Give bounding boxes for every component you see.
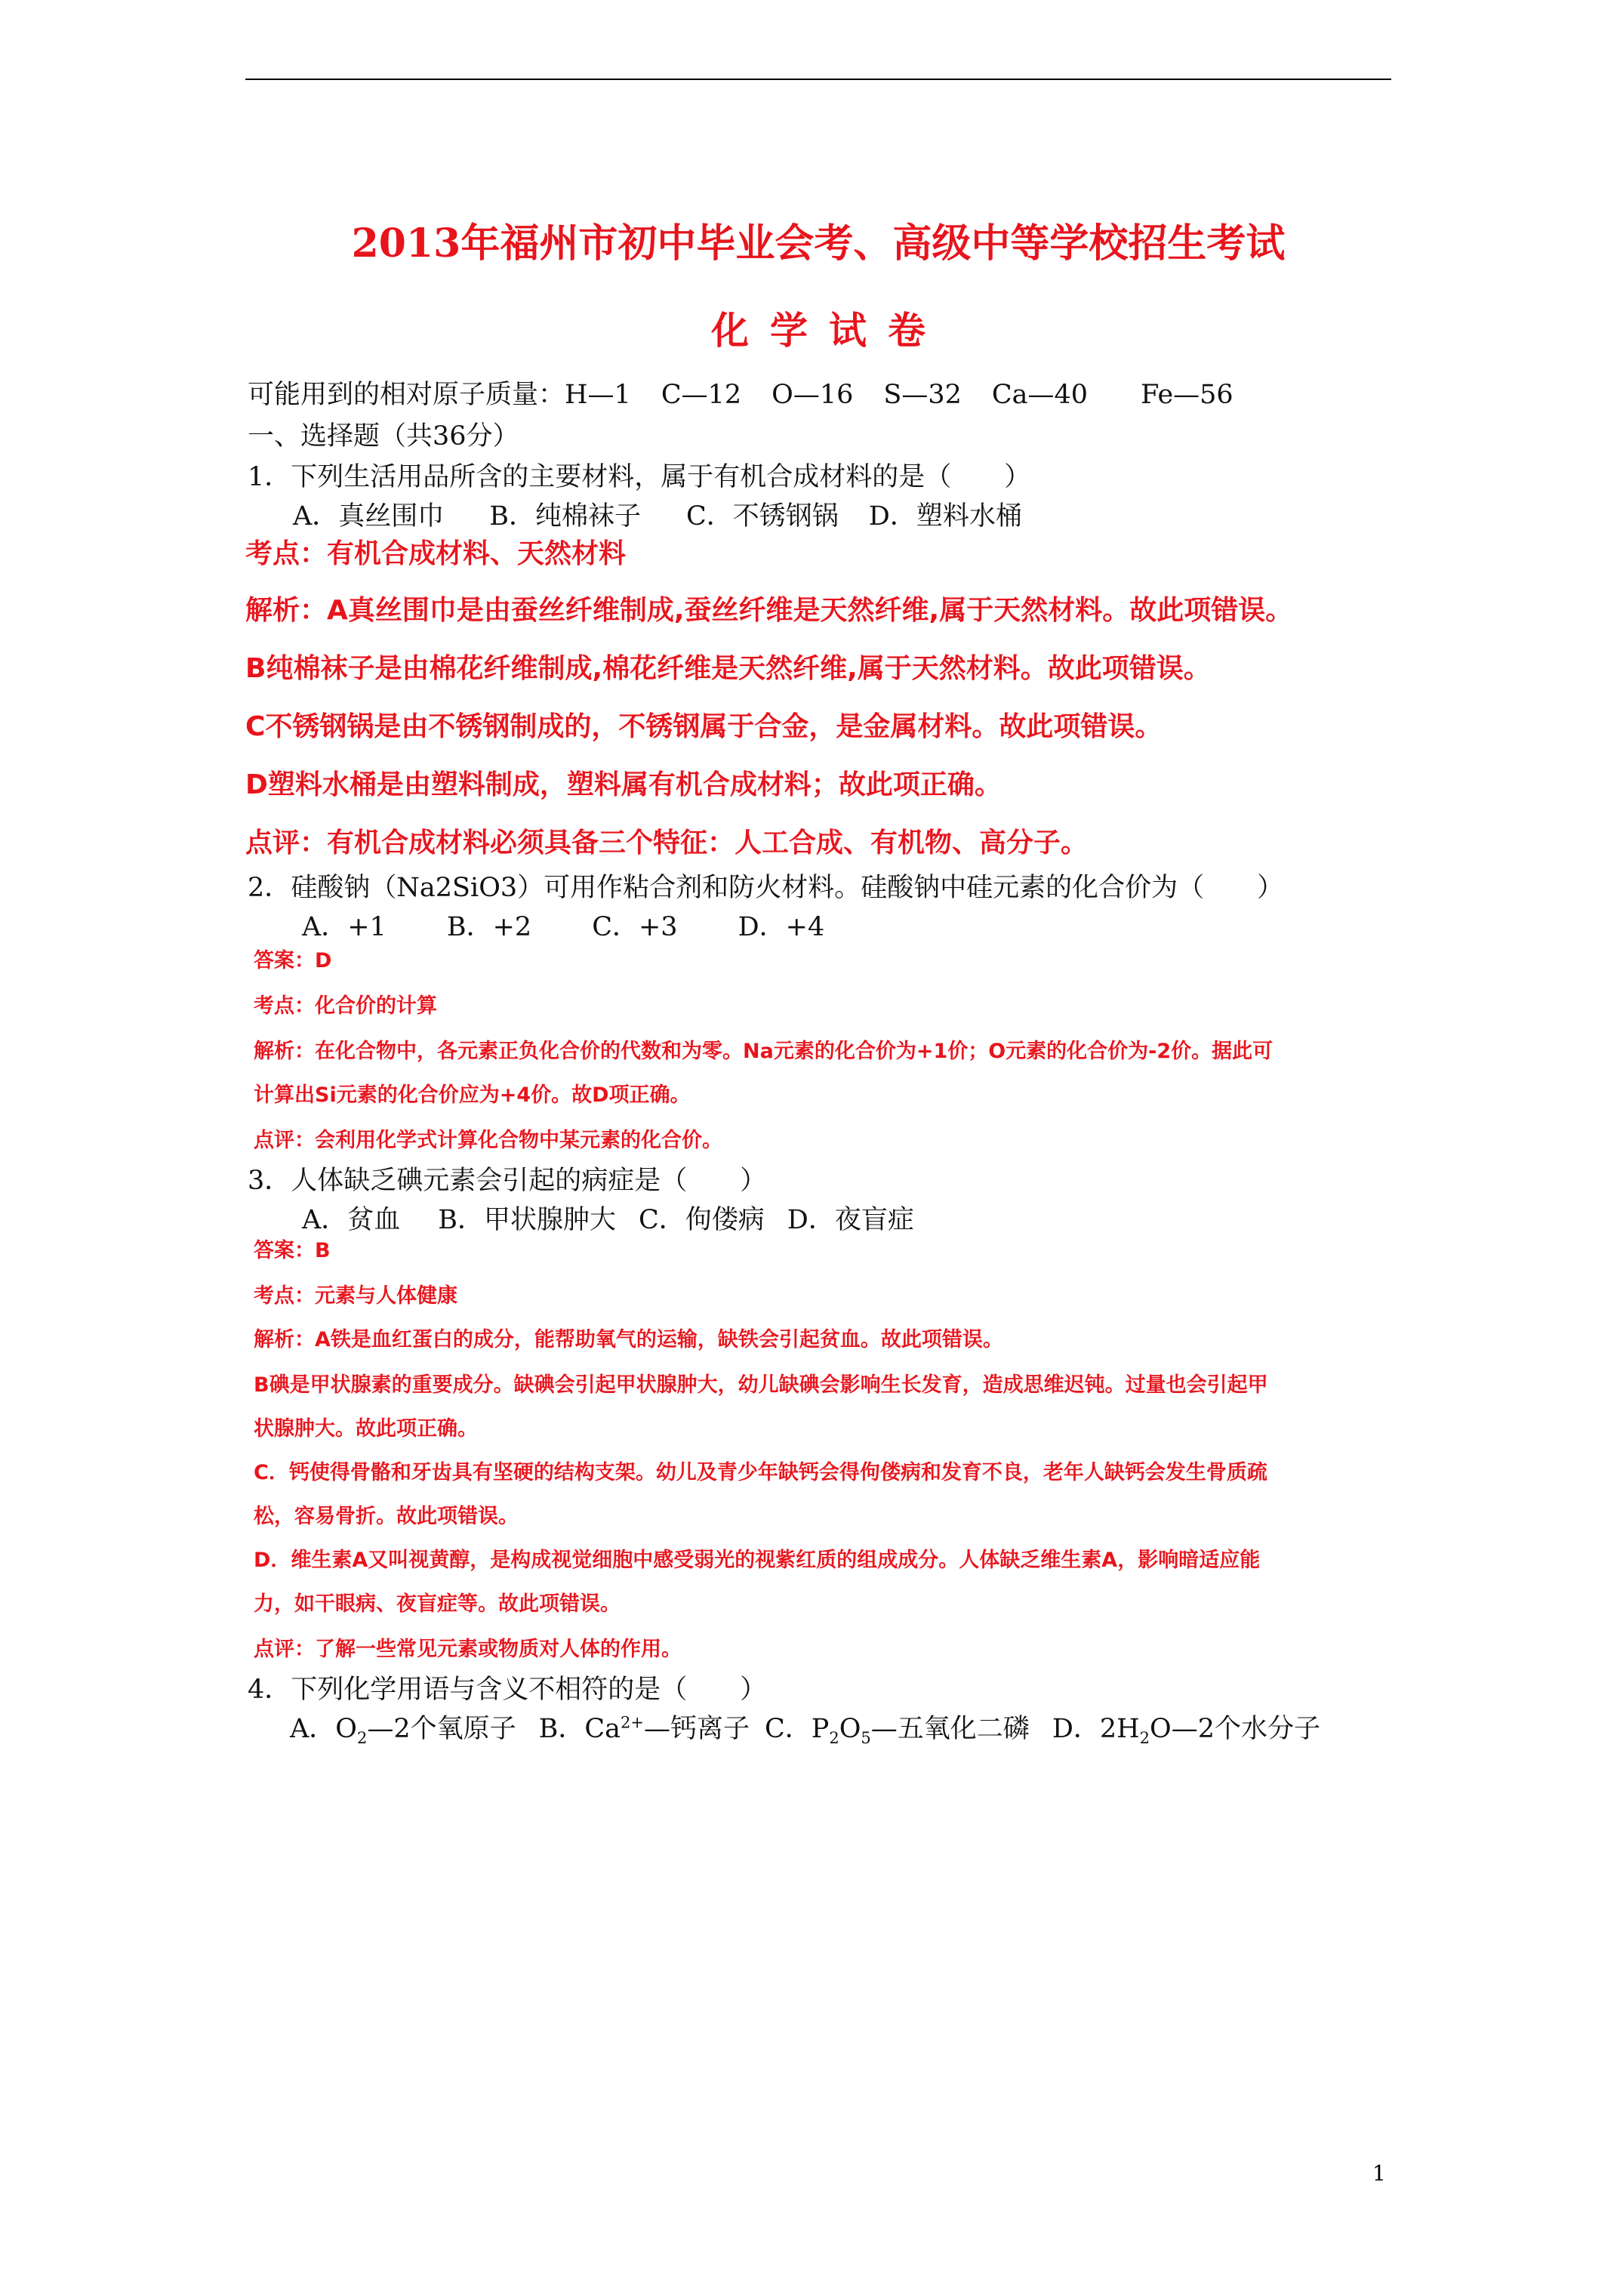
page-number: 1 bbox=[1372, 2161, 1386, 2186]
q3-jiexi-2: B碘是甲状腺素的重要成分。缺碘会引起甲状腺肿大，幼儿缺碘会影响生长发育，造成思维迟钝。过量也会引起甲 bbox=[254, 1373, 1268, 1397]
atomic-masses-line: 可能用到的相对原子质量：H—1 C—12 O—16 S—32 Ca—40 Fe—56 bbox=[248, 380, 1233, 410]
section-heading: 一、选择题（共36分） bbox=[248, 421, 519, 451]
header-rule bbox=[245, 79, 1391, 80]
q4-options bbox=[290, 1708, 1320, 1747]
q3-jiexi-6: D．维生素A又叫视黄醇，是构成视觉细胞中感受弱光的视紫红质的组成成分。人体缺乏维生素A，影响暗适应能 bbox=[254, 1549, 1261, 1572]
q2-stem: 2．硅酸钠（Na2SiO3）可用作粘合剂和防火材料。硅酸钠中硅元素的化合价为（ ） bbox=[248, 873, 1284, 903]
q4-option-b: B．$Ca^{2+}—$钙离子 bbox=[538, 1713, 750, 1744]
q1-jiexi-1: 解析：A真丝围巾是由蚕丝纤维制成,蚕丝纤维是天然纤维,属于天然材料。故此项错误。 bbox=[245, 595, 1293, 626]
q3-kaodian: 考点：元素与人体健康 bbox=[254, 1284, 457, 1308]
q4-stem: 4．下列化学用语与含义不相符的是（ ） bbox=[248, 1675, 767, 1705]
q1-dianping: 点评：有机合成材料必须具备三个特征：人工合成、有机物、高分子。 bbox=[245, 827, 1089, 858]
q4-option-a: A．$O_2—2$个氧原子 bbox=[290, 1714, 516, 1747]
q1-jiexi-3: C不锈钢锅是由不锈钢制成的，不锈钢属于合金，是金属材料。故此项错误。 bbox=[245, 711, 1163, 742]
q3-daan: 答案：B bbox=[254, 1239, 331, 1262]
q3-options: A．贫血 B．甲状腺肿大 C．佝偻病 D．夜盲症 bbox=[302, 1205, 914, 1235]
q2-kaodian: 考点：化合价的计算 bbox=[254, 994, 437, 1018]
q1-stem: 1．下列生活用品所含的主要材料，属于有机合成材料的是（ ） bbox=[248, 462, 1031, 492]
q1-options: A．真丝围巾 B．纯棉袜子 C．不锈钢锅 D．塑料水桶 bbox=[293, 501, 1022, 532]
q2-jiexi-1: 解析：在化合物中，各元素正负化合价的代数和为零。Na元素的化合价为+1价；O元素的化合价为-2价。据此可 bbox=[254, 1040, 1273, 1063]
exam-subtitle: 化学试卷 bbox=[711, 308, 947, 353]
exam-title: 2013年福州市初中毕业会考、高级中等学校招生考试 bbox=[351, 220, 1286, 267]
q3-jiexi-7: 力，如干眼病、夜盲症等。故此项错误。 bbox=[254, 1592, 621, 1616]
q1-jiexi-2: B纯棉袜子是由棉花纤维制成,棉花纤维是天然纤维,属于天然材料。故此项错误。 bbox=[245, 653, 1211, 684]
q3-jiexi-3: 状腺肿大。故此项正确。 bbox=[254, 1417, 478, 1441]
q1-jiexi-4: D塑料水桶是由塑料制成，塑料属有机合成材料；故此项正确。 bbox=[245, 769, 1002, 800]
q3-jiexi-1: 解析：A铁是血红蛋白的成分，能帮助氧气的运输，缺铁会引起贫血。故此项错误。 bbox=[254, 1328, 1003, 1351]
q2-jiexi-2: 计算出Si元素的化合价应为+4价。故D项正确。 bbox=[254, 1083, 691, 1107]
q3-jiexi-5: 松，容易骨折。故此项错误。 bbox=[254, 1505, 519, 1528]
q2-options: A．+1 B．+2 C．+3 D．+4 bbox=[302, 912, 825, 942]
q2-daan: 答案：D bbox=[254, 949, 332, 972]
q4-option-c: C．$P_2O_5—$五氧化二磷 bbox=[765, 1714, 1030, 1747]
q3-jiexi-4: C．钙使得骨骼和牙齿具有坚硬的结构支架。幼儿及青少年缺钙会得佝偻病和发育不良，老年人缺钙会发生骨质疏 bbox=[254, 1461, 1267, 1484]
q3-dianping: 点评：了解一些常见元素或物质对人体的作用。 bbox=[254, 1638, 682, 1661]
q1-kaodian: 考点：有机合成材料、天然材料 bbox=[245, 538, 627, 569]
q4-option-d: D．$2H_2O—2$个水分子 bbox=[1052, 1714, 1321, 1747]
q3-stem: 3．人体缺乏碘元素会引起的病症是（ ） bbox=[248, 1166, 767, 1196]
q2-dianping: 点评：会利用化学式计算化合物中某元素的化合价。 bbox=[254, 1129, 722, 1152]
